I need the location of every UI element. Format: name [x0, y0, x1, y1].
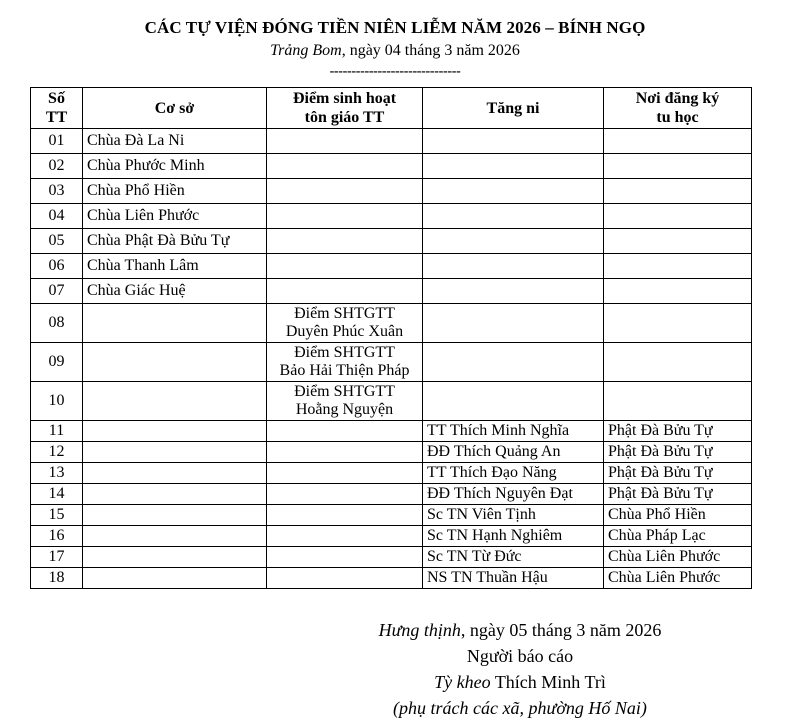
row-point [267, 304, 423, 343]
row-point [267, 279, 423, 304]
row-place [83, 343, 267, 382]
row-registration [604, 254, 752, 279]
row-registration: Chùa Pháp Lạc [604, 526, 752, 547]
table-row [31, 484, 752, 505]
row-monk: Sc TN Viên Tịnh [423, 505, 604, 526]
signature-name: Thích Minh Trì [490, 672, 606, 692]
header-registration-line: Nơi đăng ký [635, 90, 720, 107]
row-place: Chùa Đà La Ni [83, 129, 267, 154]
row-point [267, 484, 423, 505]
row-place: Chùa Phổ Hiền [83, 179, 267, 204]
row-point [267, 547, 423, 568]
row-monk [423, 254, 604, 279]
table-body [31, 129, 752, 589]
row-place: Chùa Phước Minh [83, 154, 267, 179]
row-place [83, 463, 267, 484]
table-row [31, 254, 752, 279]
header-no-line: Số [48, 90, 65, 107]
row-place [83, 484, 267, 505]
table-row [31, 204, 752, 229]
row-point [267, 154, 423, 179]
signature-rank: Tỳ kheo [434, 672, 491, 692]
row-place [83, 442, 267, 463]
row-monk [423, 279, 604, 304]
header-place-line: Cơ sở [154, 99, 195, 117]
row-number: 11 [31, 421, 83, 442]
row-number: 12 [31, 442, 83, 463]
signature-name-line [320, 669, 720, 695]
row-number: 06 [31, 254, 83, 279]
row-point [267, 526, 423, 547]
row-place [83, 547, 267, 568]
row-number: 16 [31, 526, 83, 547]
signature-place-date [320, 617, 720, 643]
header-no [31, 88, 83, 129]
table-row [31, 279, 752, 304]
row-point [267, 382, 423, 421]
signature-place: Hưng thịnh [378, 620, 461, 640]
row-registration [604, 279, 752, 304]
row-point-line: Điểm SHTGTT [294, 383, 395, 400]
row-point-line: Duyên Phúc Xuân [285, 323, 404, 340]
row-number: 13 [31, 463, 83, 484]
row-point [267, 179, 423, 204]
row-registration: Chùa Liên Phước [604, 568, 752, 589]
row-monk [423, 229, 604, 254]
row-number: 10 [31, 382, 83, 421]
table-row [31, 154, 752, 179]
row-point [267, 254, 423, 279]
row-place [83, 568, 267, 589]
signature-block [320, 617, 720, 721]
table-row [31, 229, 752, 254]
row-registration [604, 382, 752, 421]
table-row [31, 129, 752, 154]
row-registration: Chùa Phổ Hiền [604, 505, 752, 526]
row-monk: TT Thích Đạo Năng [423, 463, 604, 484]
table-row [31, 505, 752, 526]
row-point-line: Bảo Hải Thiện Pháp [279, 362, 410, 379]
row-place [83, 421, 267, 442]
row-number: 14 [31, 484, 83, 505]
row-monk: ĐĐ Thích Quảng An [423, 442, 604, 463]
row-point [267, 129, 423, 154]
header-registration-line: tu học [656, 109, 699, 126]
row-place: Chùa Liên Phước [83, 204, 267, 229]
row-number: 17 [31, 547, 83, 568]
row-monk: TT Thích Minh Nghĩa [423, 421, 604, 442]
row-monk [423, 129, 604, 154]
row-registration: Chùa Liên Phước [604, 547, 752, 568]
row-monk [423, 343, 604, 382]
row-point [267, 568, 423, 589]
header-point [267, 88, 423, 129]
row-number: 07 [31, 279, 83, 304]
header-registration [604, 88, 752, 129]
row-registration: Phật Đà Bửu Tự [604, 484, 752, 505]
row-number: 15 [31, 505, 83, 526]
row-monk [423, 179, 604, 204]
row-place: Chùa Phật Đà Bửu Tự [83, 229, 267, 254]
document-date: , ngày 04 tháng 3 năm 2026 [341, 42, 520, 59]
row-registration [604, 204, 752, 229]
report-table [30, 87, 752, 589]
table-row [31, 304, 752, 343]
row-registration: Phật Đà Bửu Tự [604, 421, 752, 442]
row-monk: Sc TN Từ Đức [423, 547, 604, 568]
header-monk-line: Tăng ni [486, 99, 540, 117]
row-number: 04 [31, 204, 83, 229]
row-place [83, 382, 267, 421]
row-place: Chùa Giác Huệ [83, 279, 267, 304]
row-monk [423, 382, 604, 421]
row-point [267, 229, 423, 254]
document-title: CÁC TỰ VIỆN ĐÓNG TIỀN NIÊN LIỄM NĂM 2026 – BÍNH NGỌ [144, 18, 646, 37]
row-registration [604, 304, 752, 343]
row-monk: NS TN Thuần Hậu [423, 568, 604, 589]
row-point [267, 463, 423, 484]
row-registration [604, 179, 752, 204]
table-row [31, 421, 752, 442]
row-number: 09 [31, 343, 83, 382]
row-number: 05 [31, 229, 83, 254]
row-number: 01 [31, 129, 83, 154]
row-monk [423, 204, 604, 229]
table-row [31, 382, 752, 421]
row-place [83, 304, 267, 343]
row-point [267, 421, 423, 442]
row-point [267, 204, 423, 229]
row-registration [604, 154, 752, 179]
document-place: Trảng Bom [270, 42, 342, 59]
table-row [31, 343, 752, 382]
signature-note: (phụ trách các xã, phường Hố Nai) [393, 698, 647, 718]
row-place [83, 505, 267, 526]
table-row [31, 179, 752, 204]
row-registration [604, 229, 752, 254]
row-registration [604, 129, 752, 154]
table-row [31, 526, 752, 547]
document-place-date [0, 42, 790, 60]
row-point-line: Điểm SHTGTT [294, 344, 395, 361]
table-row [31, 442, 752, 463]
table-row [31, 568, 752, 589]
header-point-line: Điểm sinh hoạt [292, 90, 397, 107]
signature-date: , ngày 05 tháng 3 năm 2026 [460, 620, 662, 640]
header-place [83, 88, 267, 129]
row-registration: Phật Đà Bửu Tự [604, 442, 752, 463]
row-point-line: Điểm SHTGTT [294, 305, 395, 322]
table-row [31, 547, 752, 568]
header-no-line: TT [45, 109, 68, 126]
header-monk [423, 88, 604, 129]
row-monk [423, 304, 604, 343]
row-number: 02 [31, 154, 83, 179]
row-number: 18 [31, 568, 83, 589]
title-divider: ------------------------------ [329, 64, 461, 79]
row-place [83, 526, 267, 547]
table-row [31, 463, 752, 484]
row-number: 08 [31, 304, 83, 343]
row-monk [423, 154, 604, 179]
row-point [267, 343, 423, 382]
row-point [267, 442, 423, 463]
header-point-line: tôn giáo TT [304, 109, 385, 126]
signature-role: Người báo cáo [466, 646, 574, 666]
row-place: Chùa Thanh Lâm [83, 254, 267, 279]
row-number: 03 [31, 179, 83, 204]
row-registration [604, 343, 752, 382]
row-registration: Phật Đà Bửu Tự [604, 463, 752, 484]
row-point-line: Hoằng Nguyện [295, 401, 394, 418]
table-header-row [31, 88, 752, 129]
row-point [267, 505, 423, 526]
row-monk: ĐĐ Thích Nguyên Đạt [423, 484, 604, 505]
row-monk: Sc TN Hạnh Nghiêm [423, 526, 604, 547]
